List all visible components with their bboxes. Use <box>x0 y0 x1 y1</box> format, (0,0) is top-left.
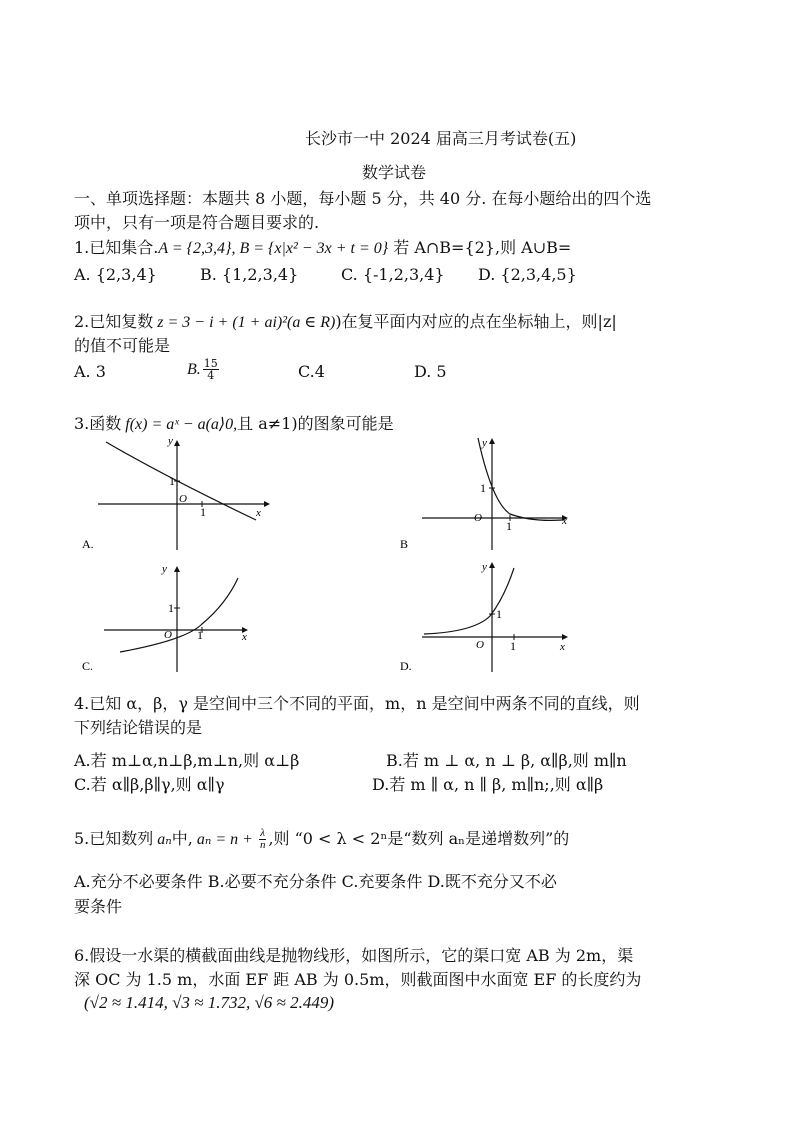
question-5-expression: aₙ = n + <box>192 831 257 848</box>
question-5-options-line1: A.充分不必要条件 B.必要不充分条件 C.充要条件 D.既不充分又不必 <box>74 872 557 891</box>
question-4-option-b: B.若 m ⊥ α, n ⊥ β, α∥β,则 m∥n <box>386 751 627 770</box>
graph-c <box>76 560 276 676</box>
question-2-option-d: D. 5 <box>414 362 447 381</box>
question-1-option-d: D. {2,3,4,5} <box>478 265 577 284</box>
graph-a-one-x: 1 <box>200 505 206 519</box>
graph-b-label: B <box>400 537 409 551</box>
question-4-line2: 下列结论错误的是 <box>74 718 203 737</box>
graph-b-one-x: 1 <box>506 519 512 533</box>
graph-a-x-label: x <box>256 507 261 519</box>
graph-c-one-y: 1 <box>168 601 174 615</box>
exam-title: 长沙市一中 2024 届高三月考试卷(五) <box>305 129 577 148</box>
question-3-rest: 且 a≠1)的图象可能是 <box>237 414 394 433</box>
graph-b-x-label: x <box>562 515 567 527</box>
graph-d-y-label: y <box>482 561 487 573</box>
graph-a-y-arrow <box>174 440 180 446</box>
graph-d-one-x: 1 <box>510 639 516 653</box>
graph-d-origin-label: O <box>476 639 484 651</box>
graph-a-x-arrow <box>264 501 270 507</box>
question-3-stem <box>74 411 394 434</box>
graph-c-one-x: 1 <box>197 628 203 642</box>
graph-a-curve <box>106 442 256 520</box>
graph-d-y-arrow <box>489 562 495 568</box>
fraction-numerator: 15 <box>203 357 218 370</box>
fraction-denominator: 4 <box>207 369 215 382</box>
question-1-condition: 若 A∩B={2},则 A∪B= <box>388 238 572 257</box>
question-1-option-b: B. {1,2,3,4} <box>200 265 299 284</box>
graph-a-one-y: 1 <box>169 474 175 488</box>
graph-b-y-arrow <box>489 438 495 444</box>
question-6-line2: 深 OC 为 1.5 m，水面 EF 距 AB 为 0.5m，则截面图中水面宽 EF 的长度约为 <box>74 970 642 989</box>
section-heading-line2: 项中，只有一项是符合题目要求的. <box>74 213 320 232</box>
question-4-option-d: D.若 m ∥ α, n ∥ β, m∥n;,则 α∥β <box>372 775 604 794</box>
graph-a-label: A. <box>82 537 94 551</box>
graph-d-one-y: 1 <box>496 607 502 621</box>
graph-b-curve <box>478 438 562 520</box>
question-2-expression: z = 3 − i + (1 + ai)²(a ∈ R) <box>153 314 336 331</box>
graph-d-label: D. <box>400 659 412 673</box>
question-5-rest: ,则 “0 < λ < 2ⁿ是“数列 aₙ是递增数列”的 <box>268 829 570 848</box>
graph-c-curve <box>120 578 238 652</box>
exam-subtitle: 数学试卷 <box>362 163 427 182</box>
graph-d-curve <box>424 568 514 634</box>
question-4-option-c: C.若 α∥β,β∥γ,则 α∥γ <box>74 775 225 794</box>
graph-c-y-arrow <box>174 566 180 572</box>
question-5-stem <box>74 826 569 851</box>
question-6-line1: 6.假设一水渠的横截面曲线是抛物线形，如图所示，它的渠口宽 AB 为 2m，渠 <box>74 946 634 965</box>
question-1-sets: A = {2,3,4}, B = {x|x² − 3x + t = 0} <box>158 240 389 257</box>
graph-c-origin-label: O <box>164 629 172 641</box>
graph-a-y-label: y <box>168 435 173 447</box>
question-6-line3: (√2 ≈ 1.414, √3 ≈ 1.732, √6 ≈ 2.449) <box>84 993 335 1012</box>
question-2-option-b <box>187 358 221 381</box>
question-1-number: 1.已知集合. <box>74 238 159 257</box>
question-2-option-a: A. 3 <box>74 362 106 381</box>
question-2-stem <box>74 309 617 332</box>
graph-b <box>396 432 586 554</box>
question-2-option-c: C.4 <box>298 362 325 381</box>
question-5-mid: 中, <box>171 829 193 848</box>
question-5-fraction <box>259 828 267 851</box>
graph-b-one-y: 1 <box>480 481 486 495</box>
graph-a <box>76 432 276 554</box>
graph-d-x-label: x <box>560 641 565 653</box>
question-2-number: 2.已知复数 <box>74 312 154 331</box>
question-2-option-b-fraction <box>203 358 219 381</box>
graph-d <box>396 560 586 676</box>
graph-a-origin-label: O <box>179 493 187 505</box>
question-5-number: 5.已知数列 <box>74 829 154 848</box>
graph-c-label: C. <box>82 659 94 673</box>
graph-b-y-label: y <box>482 437 487 449</box>
fraction-denominator: n <box>259 839 266 851</box>
graph-d-x-arrow <box>562 634 568 640</box>
question-2-rest: )在复平面内对应的点在坐标轴上，则|z| <box>335 312 617 331</box>
graph-b-origin-label: O <box>474 512 482 524</box>
question-4-line1: 4.已知 α，β，γ 是空间中三个不同的平面，m，n 是空间中两条不同的直线，则 <box>74 694 640 713</box>
question-1-option-c: C. {-1,2,3,4} <box>341 265 445 284</box>
fraction-numerator: λ <box>260 827 266 839</box>
question-4-option-a: A.若 m⊥α,n⊥β,m⊥n,则 α⊥β <box>74 751 300 770</box>
question-3-number: 3.函数 <box>74 414 122 433</box>
question-2-option-b-prefix: B. <box>187 361 201 378</box>
question-1-stem <box>74 235 571 258</box>
question-1-option-a: A. {2,3,4} <box>74 265 157 284</box>
question-5-options-line2: 要条件 <box>74 897 123 916</box>
question-3-expression: f(x) = aˣ − a(a⟩0, <box>121 416 238 433</box>
section-heading-line1: 一、单项选择题：本题共 8 小题，每小题 5 分，共 40 分. 在每小题给出的四个选 <box>74 189 652 208</box>
question-5-sequence: aₙ <box>153 831 172 848</box>
graph-c-x-label: x <box>242 631 247 643</box>
graph-c-y-label: y <box>162 563 167 575</box>
question-2-line2: 的值不可能是 <box>74 336 171 355</box>
